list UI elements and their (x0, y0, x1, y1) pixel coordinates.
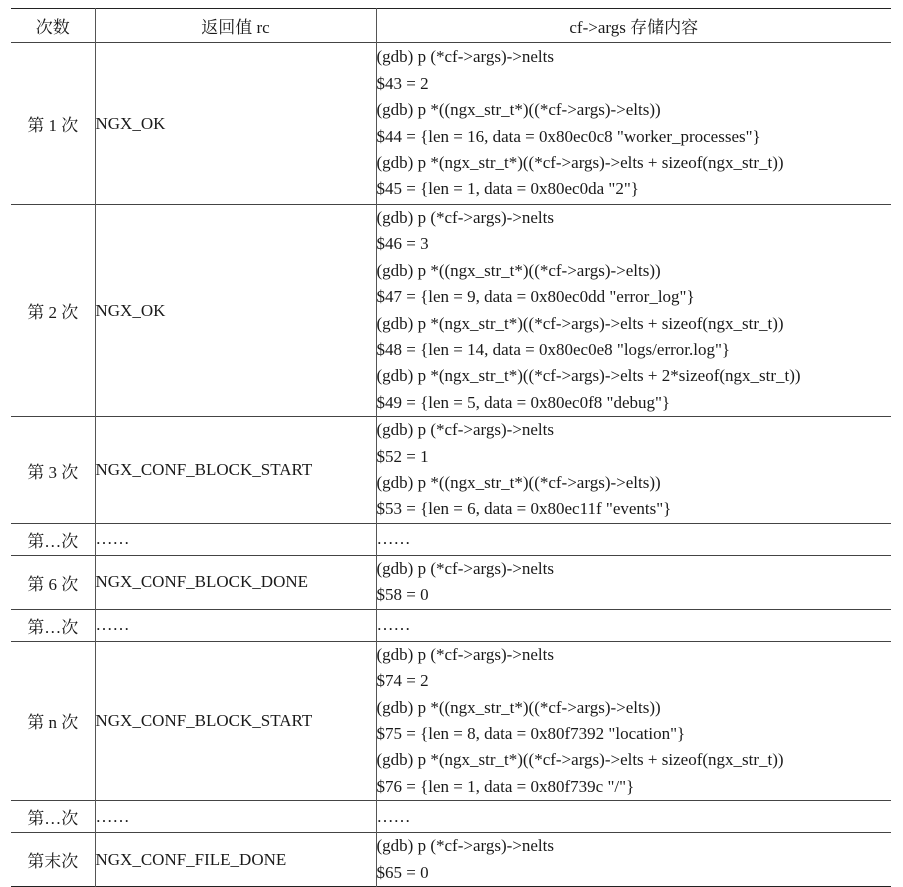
gdb-line: (gdb) p *((ngx_str_t*)((*cf->args)->elts)) (376, 100, 661, 120)
row-return-value: NGX_OK (95, 205, 376, 417)
gdb-line: (gdb) p *(ngx_str_t*)((*cf->args)->elts + sizeof(ngx_str_t)) (376, 750, 784, 770)
gdb-line: (gdb) p (*cf->args)->nelts (376, 47, 554, 67)
gdb-line: $47 = {len = 9, data = 0x80ec0dd "error_log"} (376, 287, 695, 307)
gdb-line: (gdb) p (*cf->args)->nelts (376, 644, 554, 664)
row-count: 第 n 次 (27, 713, 79, 733)
gdb-line: (gdb) p (*cf->args)->nelts (376, 836, 554, 856)
gdb-line: (gdb) p *((ngx_str_t*)((*cf->args)->elts)) (376, 697, 661, 717)
row-count: 第 3 次 (27, 462, 79, 482)
gdb-line: (gdb) p *((ngx_str_t*)((*cf->args)->elts)) (376, 473, 661, 493)
row-count: 第…次 (27, 809, 79, 829)
row-count: 第…次 (27, 531, 79, 551)
row-args-content: …… (376, 801, 891, 833)
gdb-line: (gdb) p (*cf->args)->nelts (376, 558, 554, 578)
header-return-value: 返回值 rc (95, 9, 376, 43)
gdb-line: $43 = 2 (376, 73, 429, 93)
row-args-content (376, 555, 891, 609)
row-return-value: NGX_CONF_FILE_DONE (95, 833, 376, 887)
gdb-line: $45 = {len = 1, data = 0x80ec0da "2"} (376, 179, 639, 199)
row-count: 第 2 次 (27, 303, 79, 323)
gdb-line: $75 = {len = 8, data = 0x80f7392 "location"} (376, 723, 686, 743)
header-count: 次数 (35, 18, 70, 37)
table-row-ellipsis (11, 609, 891, 641)
table-row (11, 641, 891, 800)
row-args-content: …… (376, 523, 891, 555)
gdb-line: $46 = 3 (376, 234, 429, 254)
row-count: 第 6 次 (27, 574, 79, 594)
gdb-line: (gdb) p *(ngx_str_t*)((*cf->args)->elts + sizeof(ngx_str_t)) (376, 313, 784, 333)
row-return-value: NGX_OK (95, 43, 376, 205)
table-header-row (11, 9, 891, 43)
row-args-content (376, 205, 891, 417)
gdb-line: (gdb) p *(ngx_str_t*)((*cf->args)->elts + sizeof(ngx_str_t)) (376, 152, 784, 172)
row-count: 第…次 (27, 617, 79, 637)
gdb-line: $44 = {len = 16, data = 0x80ec0c8 "worker_processes"} (376, 126, 761, 146)
row-return-value: …… (95, 523, 376, 555)
table-row (11, 833, 891, 887)
row-args-content (376, 43, 891, 205)
row-return-value: NGX_CONF_BLOCK_DONE (95, 555, 376, 609)
table-row (11, 555, 891, 609)
gdb-line: $74 = 2 (376, 671, 429, 691)
gdb-line: $49 = {len = 5, data = 0x80ec0f8 "debug"} (376, 392, 671, 412)
table-row (11, 205, 891, 417)
row-return-value: …… (95, 801, 376, 833)
gdb-line: (gdb) p *(ngx_str_t*)((*cf->args)->elts + 2*sizeof(ngx_str_t)) (376, 366, 801, 386)
header-args-content: cf->args 存储内容 (376, 9, 891, 43)
gdb-line: $53 = {len = 6, data = 0x80ec11f "events"} (376, 499, 672, 519)
gdb-line: $52 = 1 (376, 446, 429, 466)
gdb-line: (gdb) p (*cf->args)->nelts (376, 208, 554, 227)
row-return-value: NGX_CONF_BLOCK_START (95, 641, 376, 800)
gdb-line: $76 = {len = 1, data = 0x80f739c "/"} (376, 776, 635, 796)
row-return-value: …… (95, 609, 376, 641)
table-row-ellipsis (11, 801, 891, 833)
row-args-content (376, 833, 891, 887)
row-args-content (376, 417, 891, 524)
gdb-line: $65 = 0 (376, 862, 429, 882)
cf-args-table (11, 8, 891, 887)
gdb-line: (gdb) p *((ngx_str_t*)((*cf->args)->elts)) (376, 260, 661, 280)
row-return-value: NGX_CONF_BLOCK_START (95, 417, 376, 524)
gdb-line: (gdb) p (*cf->args)->nelts (376, 420, 554, 440)
gdb-line: $48 = {len = 14, data = 0x80ec0e8 "logs/error.log"} (376, 340, 731, 360)
table-row (11, 417, 891, 524)
row-args-content (376, 641, 891, 800)
row-count: 第末次 (27, 852, 79, 872)
gdb-line: $58 = 0 (376, 585, 429, 605)
row-count: 第 1 次 (27, 116, 79, 135)
row-args-content: …… (376, 609, 891, 641)
table-row-ellipsis (11, 523, 891, 555)
table-row (11, 43, 891, 205)
